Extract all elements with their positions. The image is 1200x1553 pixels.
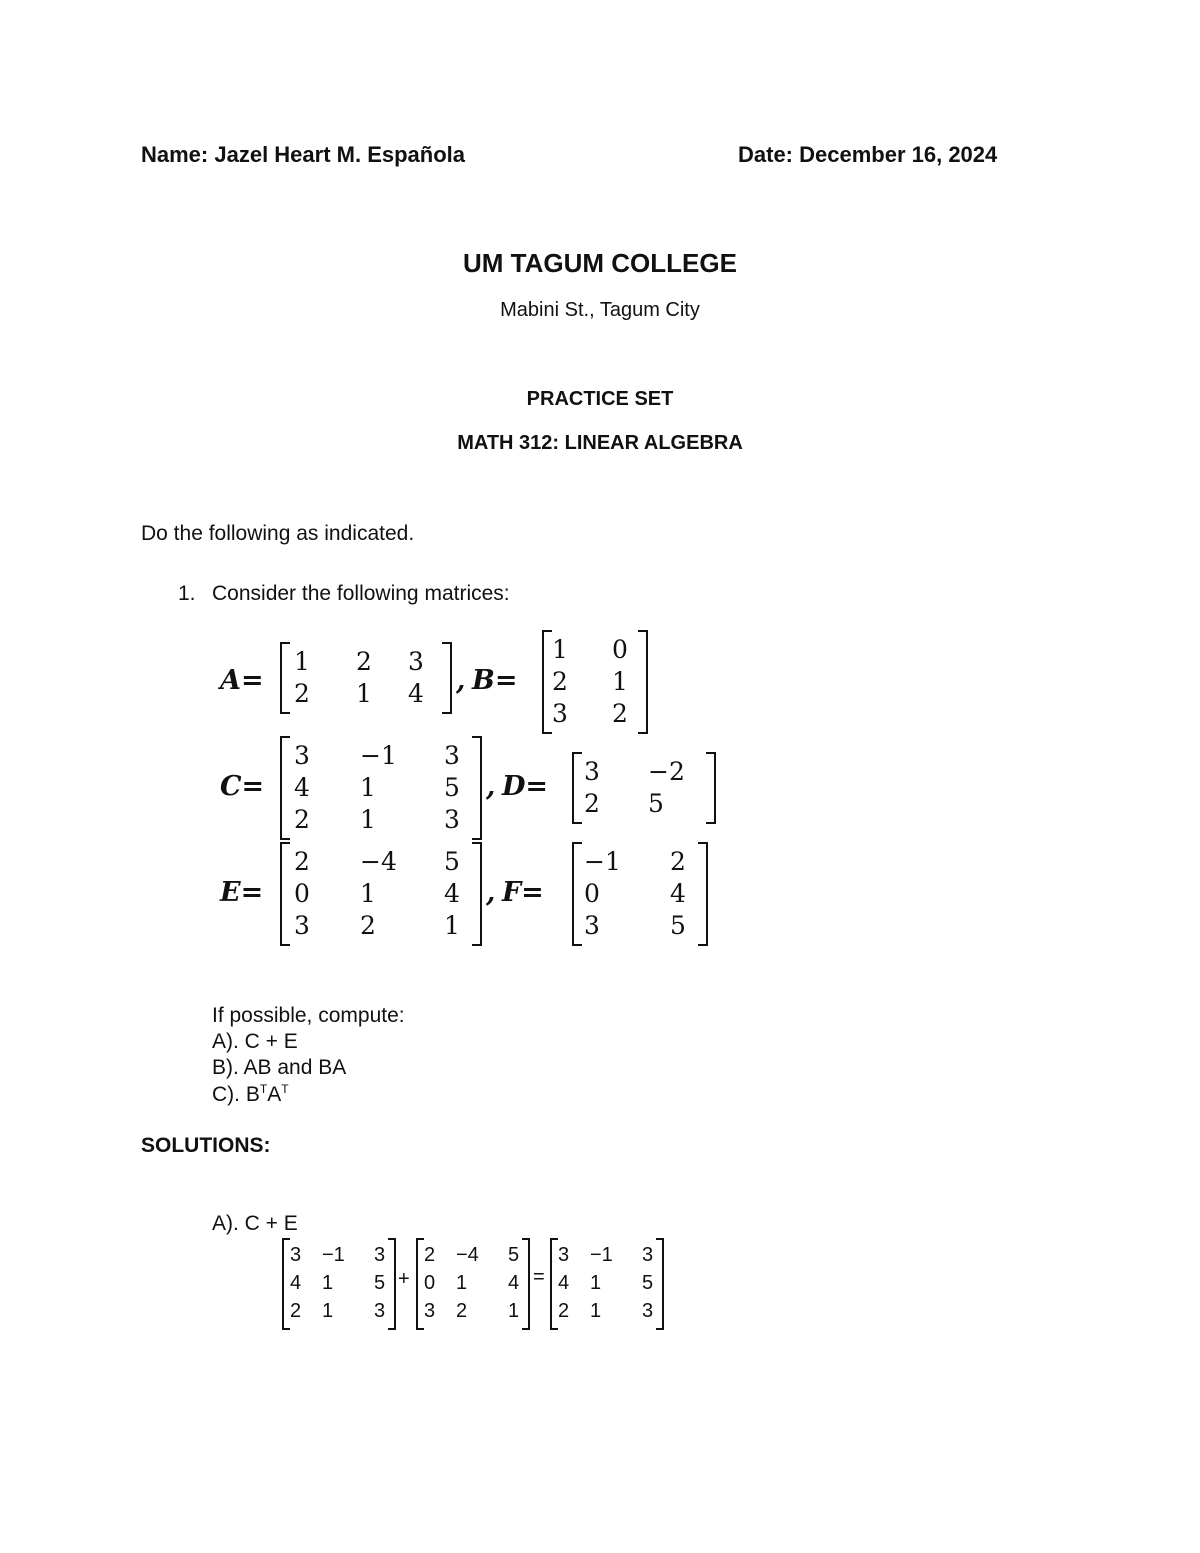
matrix-cell: −2: [648, 757, 685, 786]
matrix-cell: −1: [360, 741, 397, 770]
matrix-cell: 1: [360, 879, 376, 908]
matrix-row: [220, 842, 720, 946]
document-type: PRACTICE SET: [526, 388, 674, 410]
left-bracket: [282, 1238, 290, 1330]
matrix-cell: 2: [670, 847, 686, 876]
matrix-cell: 0: [612, 635, 628, 664]
matrix-cell: 3: [374, 1300, 386, 1322]
matrix-cell: −1: [584, 847, 621, 876]
matrix-cell: 2: [456, 1300, 468, 1322]
matrix-label: D=: [502, 771, 549, 802]
left-bracket: [416, 1238, 424, 1330]
right-bracket: [472, 736, 482, 840]
matrix-cell: 2: [584, 789, 600, 818]
matrix-cell: 0: [294, 879, 310, 908]
matrix-cell: 1: [360, 773, 376, 802]
matrix-cell: 2: [558, 1300, 570, 1322]
matrix-cell: 2: [294, 805, 310, 834]
left-bracket: [280, 842, 290, 946]
matrix-cell: 3: [552, 699, 568, 728]
left-bracket: [280, 736, 290, 840]
matrix-cell: 0: [424, 1272, 436, 1294]
matrix-row: [220, 630, 720, 734]
left-bracket: [280, 642, 290, 714]
matrix-cell: 2: [552, 667, 568, 696]
matrix-cell: −4: [456, 1244, 479, 1266]
school-title: UM TAGUM COLLEGE: [463, 248, 737, 278]
matrix-cell: −4: [360, 847, 397, 876]
matrix-cell: 3: [290, 1244, 302, 1266]
matrix-cell: 4: [508, 1272, 520, 1294]
right-bracket: [388, 1238, 396, 1330]
left-bracket: [572, 842, 582, 946]
matrix-cell: −1: [590, 1244, 613, 1266]
matrix-cell: 1: [322, 1272, 334, 1294]
date: Date: December 16, 2024: [738, 142, 998, 167]
matrix-cell: 2: [294, 679, 310, 708]
matrix-cell: 5: [648, 789, 664, 818]
separator: ,: [456, 665, 466, 696]
matrix-label: E=: [220, 877, 264, 908]
matrix-cell: 5: [670, 911, 686, 940]
right-bracket: [706, 752, 716, 824]
matrix-cell: 5: [444, 847, 460, 876]
matrix-cell: 2: [294, 847, 310, 876]
matrix-C: [280, 736, 482, 840]
left-bracket: [572, 752, 582, 824]
matrix-row: [220, 736, 720, 840]
matrix-cell: 5: [374, 1272, 386, 1294]
matrix-cell: 4: [558, 1272, 570, 1294]
matrix-cell: 2: [360, 911, 376, 940]
matrix-E: [280, 842, 482, 946]
matrix-cell: 3: [642, 1300, 654, 1322]
matrix-cell: 2: [356, 647, 372, 676]
matrix-label: C=: [220, 771, 265, 802]
right-bracket: [638, 630, 648, 734]
matrix-cell: 1: [456, 1272, 468, 1294]
matrix-cell: 0: [584, 879, 600, 908]
matrix-F: [572, 842, 708, 946]
matrix-cell: 1: [612, 667, 628, 696]
matrix-cell: 3: [374, 1244, 386, 1266]
solution-matrix-c: [282, 1238, 396, 1330]
item-text: Consider the following matrices:: [212, 582, 510, 605]
equals-sign: =: [533, 1266, 545, 1288]
matrix-cell: 4: [408, 679, 424, 708]
matrix-cell: 1: [508, 1300, 520, 1322]
course-title: MATH 312: LINEAR ALGEBRA: [457, 432, 743, 454]
school-address: Mabini St., Tagum City: [500, 299, 700, 321]
instruction: Do the following as indicated.: [141, 522, 415, 545]
matrix-cell: 5: [444, 773, 460, 802]
solutions-heading: SOLUTIONS:: [141, 1134, 271, 1157]
matrix-cell: 3: [558, 1244, 570, 1266]
matrix-cell: 1: [322, 1300, 334, 1322]
matrix-cell: 3: [584, 757, 600, 786]
matrix-cell: 3: [444, 805, 460, 834]
right-bracket: [522, 1238, 530, 1330]
matrix-label: F=: [502, 877, 544, 908]
matrix-cell: 1: [590, 1272, 602, 1294]
right-bracket: [442, 642, 452, 714]
compute-c: C). $B^TA^T$: [212, 1082, 289, 1106]
matrix-D: [572, 752, 716, 824]
compute-b: B). AB and BA: [212, 1056, 347, 1079]
matrix-cell: 1: [552, 635, 568, 664]
matrix-A: [280, 642, 452, 714]
matrix-cell: 3: [294, 911, 310, 940]
matrix-cell: 4: [294, 773, 310, 802]
right-bracket: [472, 842, 482, 946]
matrix-cell: 5: [508, 1244, 520, 1266]
separator: ,: [486, 877, 496, 908]
matrix-cell: 1: [360, 805, 376, 834]
solution-matrix-result: [550, 1238, 664, 1330]
matrix-label: A=: [220, 665, 264, 696]
left-bracket: [550, 1238, 558, 1330]
matrix-cell: −1: [322, 1244, 345, 1266]
matrix-cell: 1: [294, 647, 310, 676]
solution-a-label: A). C + E: [212, 1212, 298, 1235]
matrix-cell: 2: [424, 1244, 436, 1266]
matrix-cell: 4: [670, 879, 686, 908]
matrix-cell: 3: [444, 741, 460, 770]
matrix-B: [542, 630, 648, 734]
matrix-cell: 1: [590, 1300, 602, 1322]
matrix-cell: 3: [642, 1244, 654, 1266]
left-bracket: [542, 630, 552, 734]
matrix-cell: 5: [642, 1272, 654, 1294]
matrix-label: B=: [472, 665, 518, 696]
compute-intro: If possible, compute:: [212, 1004, 405, 1027]
plus-sign: +: [398, 1268, 410, 1290]
matrix-cell: 1: [356, 679, 372, 708]
item-number: 1.: [178, 582, 196, 605]
right-bracket: [656, 1238, 664, 1330]
matrix-cell: 3: [424, 1300, 436, 1322]
matrix-cell: 2: [612, 699, 628, 728]
matrix-cell: 3: [408, 647, 424, 676]
matrix-cell: 4: [290, 1272, 302, 1294]
separator: ,: [486, 771, 496, 802]
matrix-cell: 2: [290, 1300, 302, 1322]
matrix-cell: 3: [294, 741, 310, 770]
matrix-cell: 1: [444, 911, 460, 940]
matrix-cell: 4: [444, 879, 460, 908]
solution-matrix-e: [416, 1238, 530, 1330]
compute-a: A). C + E: [212, 1030, 298, 1053]
matrix-cell: 3: [584, 911, 600, 940]
student-name: Name: Jazel Heart M. Española: [141, 142, 466, 167]
right-bracket: [698, 842, 708, 946]
